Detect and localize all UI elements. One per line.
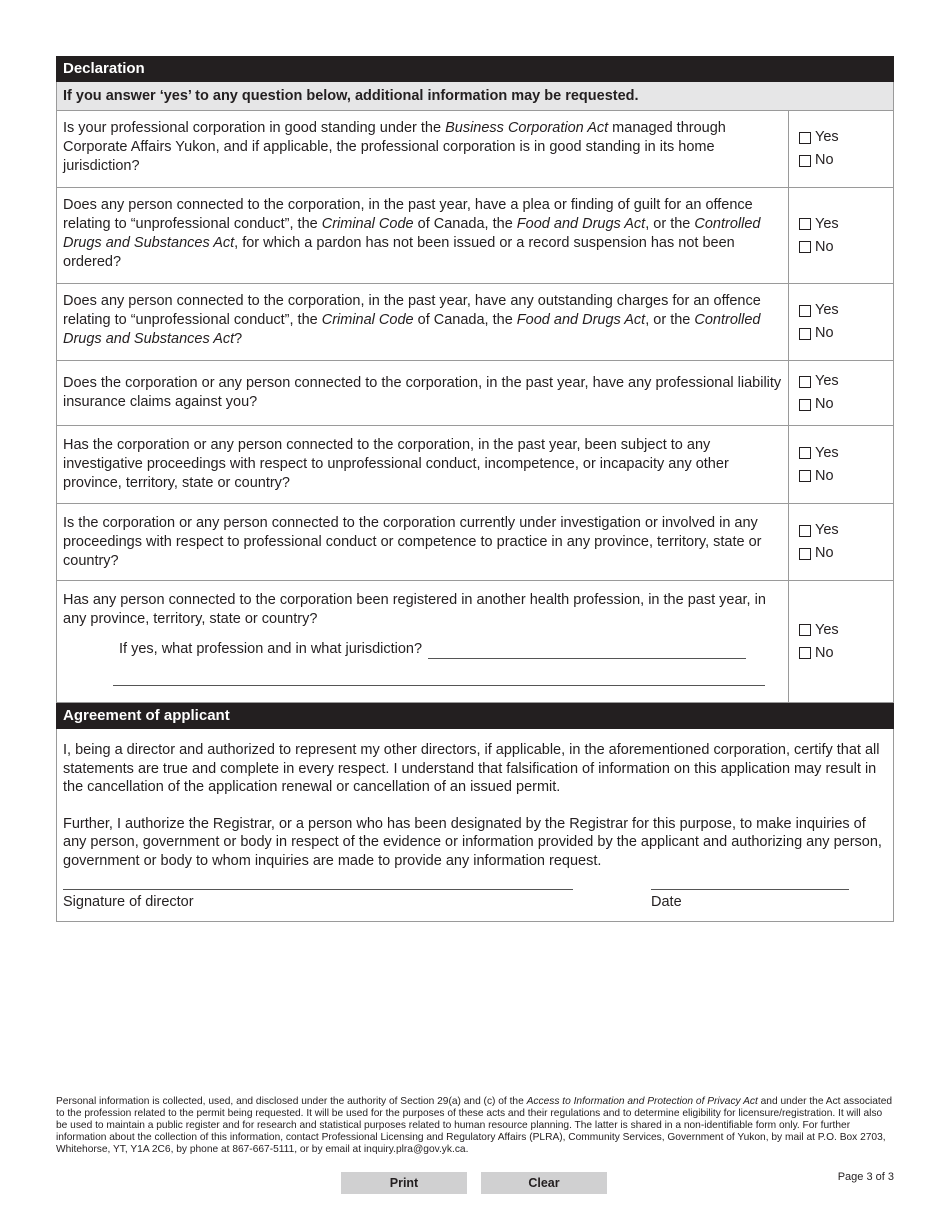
question-3-text: Does any person connected to the corporation, in the past year, have any outstanding charges for an offence relating to “unprofessional conduct”, the Criminal Code of Canada, the Food and Drugs Act, or the Controlled Drugs and Substances Act? — [57, 284, 789, 360]
q6-no-option[interactable]: No — [799, 542, 893, 565]
question-1-text: Is your professional corporation in good standing under the Business Corporation Act managed through Corporate Affairs Yukon, and if applicable, the professional corporation is in good standing in its home jurisdiction? — [57, 111, 789, 187]
question-row-2 — [56, 188, 894, 284]
q1-yes-checkbox[interactable] — [799, 132, 811, 144]
question-3-answer — [789, 284, 893, 360]
q3-no-option[interactable]: No — [799, 322, 893, 345]
question-7-main: Has any person connected to the corporation been registered in another health profession, in the past year, in any province, territory, state or country? — [63, 592, 766, 627]
q4-no-option[interactable]: No — [799, 393, 893, 416]
question-7-text — [57, 581, 789, 702]
q4-yes-option[interactable]: Yes — [799, 370, 893, 393]
q2-no-option[interactable]: No — [799, 236, 893, 259]
q2-yes-option[interactable]: Yes — [799, 213, 893, 236]
question-2-text: Does any person connected to the corporation, in the past year, have a plea or finding of guilt for an offence relating to “unprofessional conduct”, the Criminal Code of Canada, the Food and Drugs Act, or the Controlled Drugs and Substances Act, for which a pardon has not been issued or a record suspension has not been ordered? — [57, 188, 789, 283]
agreement-header: Agreement of applicant — [56, 703, 894, 729]
profession-jurisdiction-field[interactable] — [428, 643, 746, 659]
agreement-section — [56, 729, 894, 922]
q5-no-option[interactable]: No — [799, 465, 893, 488]
agreement-paragraph-2: Further, I authorize the Registrar, or a person who has been designated by the Registrar for this purpose, to make inquiries of any person, government or body in respect of the evidence or information provided by the applicant and authorizing any person, government or body to whom inquiries are made to provide any information request. — [63, 815, 882, 869]
signature-field[interactable] — [63, 889, 573, 890]
q1-no-checkbox[interactable] — [799, 155, 811, 167]
q1-yes-option[interactable]: Yes — [799, 126, 893, 149]
question-6-text: Is the corporation or any person connected to the corporation currently under investigation or involved in any proceedings with respect to professional conduct or competence to practice in any province, territory, state or country? — [57, 504, 789, 580]
q7-yes-option[interactable]: Yes — [799, 619, 893, 642]
question-5-text: Has the corporation or any person connected to the corporation, in the past year, been subject to any investigative proceedings with respect to unprofessional conduct, incompetence, or incapacity any other province, territory, state or country? — [57, 426, 789, 503]
q5-yes-checkbox[interactable] — [799, 447, 811, 459]
q4-yes-checkbox[interactable] — [799, 376, 811, 388]
declaration-form — [56, 56, 894, 922]
q5-yes-option[interactable]: Yes — [799, 442, 893, 465]
declaration-instruction: If you answer ‘yes’ to any question below, additional information may be requested. — [56, 82, 894, 111]
q3-yes-option[interactable]: Yes — [799, 299, 893, 322]
clear-button[interactable]: Clear — [481, 1172, 607, 1194]
question-5-answer — [789, 426, 893, 503]
q5-no-checkbox[interactable] — [799, 470, 811, 482]
question-row-1 — [56, 111, 894, 188]
q6-no-checkbox[interactable] — [799, 548, 811, 560]
signature-label: Signature of director — [63, 894, 194, 910]
question-row-5 — [56, 426, 894, 504]
question-row-4 — [56, 361, 894, 426]
question-7-answer — [789, 581, 893, 702]
q6-yes-option[interactable]: Yes — [799, 519, 893, 542]
q7-yes-checkbox[interactable] — [799, 624, 811, 636]
q3-yes-checkbox[interactable] — [799, 305, 811, 317]
question-6-answer — [789, 504, 893, 580]
declaration-header: Declaration — [56, 56, 894, 82]
profession-jurisdiction-field-line2[interactable] — [113, 685, 765, 686]
date-field[interactable] — [651, 889, 849, 890]
question-row-6 — [56, 504, 894, 581]
privacy-notice: Personal information is collected, used, and disclosed under the authority of Section 29(a) and (c) of the Access to Information and Protection of Privacy Act and under the Act associated to the profession related to the permit being requested. It will be used for the purposes of these acts and their regulations and to determine eligibility for licensure/registration. It will also be used to maintain a public register and for research and statistical purposes related to human resource planning. The latter is shared in a non-identifiable form only. For further information about the collection of this information, contact Professional Licensing and Regulatory Affairs (PLRA), Community Services, Government of Yukon, by mail at P.O. Box 2703, Whitehorse, YT, Y1A 2C6, by phone at 867-667-5111, or by email at inquiry.plra@gov.yk.ca. — [56, 1096, 893, 1155]
agreement-paragraph-1: I, being a director and authorized to represent my other directors, if applicable, in the aforementioned corporation, certify that all statements are true and complete in every respect. I understand that falsification of information on this application may result in the cancellation of the application renewal or cancellation of an issued permit. — [63, 742, 880, 795]
question-4-text: Does the corporation or any person connected to the corporation, in the past year, have any professional liability insurance claims against you? — [57, 361, 789, 425]
question-7-followup: If yes, what profession and in what jurisdiction? — [119, 640, 782, 659]
question-1-answer — [789, 111, 893, 187]
q4-no-checkbox[interactable] — [799, 399, 811, 411]
print-button[interactable]: Print — [341, 1172, 467, 1194]
question-2-answer — [789, 188, 893, 283]
q3-no-checkbox[interactable] — [799, 328, 811, 340]
q6-yes-checkbox[interactable] — [799, 525, 811, 537]
page-number: Page 3 of 3 — [837, 1171, 894, 1183]
date-label: Date — [651, 894, 682, 910]
q1-no-option[interactable]: No — [799, 149, 893, 172]
question-4-answer — [789, 361, 893, 425]
q2-no-checkbox[interactable] — [799, 241, 811, 253]
question-row-3 — [56, 284, 894, 361]
q7-no-option[interactable]: No — [799, 642, 893, 665]
q7-no-checkbox[interactable] — [799, 647, 811, 659]
q2-yes-checkbox[interactable] — [799, 218, 811, 230]
question-row-7 — [56, 581, 894, 703]
